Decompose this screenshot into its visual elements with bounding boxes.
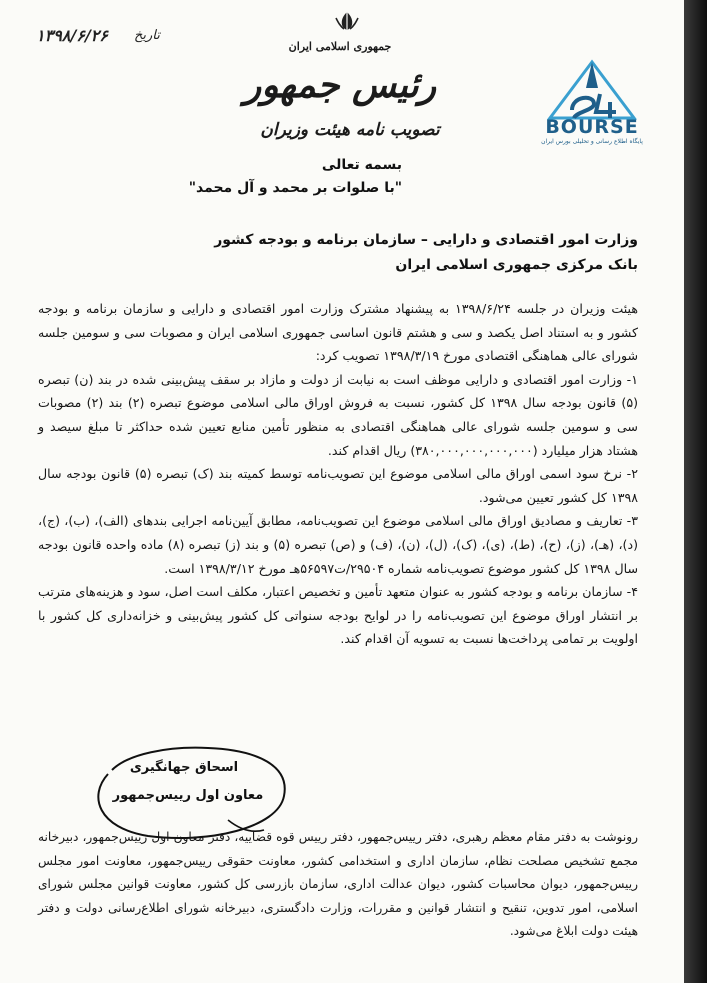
republic-heading: جمهوری اسلامی ایران xyxy=(288,40,392,53)
decree-body xyxy=(38,297,638,651)
recipient-line-2: بانک مرکزی جمهوری اسلامی ایران xyxy=(395,257,638,273)
date-label: تاریخ xyxy=(134,28,160,43)
decree-item-3: ۳- تعاریف و مصادیق اوراق مالی اسلامی موضوع این تصویب‌نامه، مطابق آیین‌نامه اجرایی بندهای (الف)، (ب)، (ج)، (د)، (هـ)، (ز)، (ح)، (ط)، (ی)، (ک)، (ل)، (ن)، (ف) و (ص) تبصره (۵) و بند (ز) تبصره (۸) ماده واحده قانون بودجه سال ۱۳۹۸ کل کشور موضوع تصویب‌نامه شماره ۲۹۵۰۴/ت۵۶۵۹۷هـ مورخ ۱۳۹۸/۳/۱۲ است. xyxy=(38,513,638,576)
decree-item-4: ۴- سازمان برنامه و بودجه کشور به عنوان متعهد تأمین و تخصیص اعتبار، مکلف است اصل، سود و هزینه‌های مترتب بر انتشار اوراق موضوع این تصویب‌نامه را در لوایح بودجه سنواتی کل کشور پیش‌بینی و خزانه‌داری کل کشور با اولویت بر تمامی پرداخت‌ها نسبت به تسویه آن اقدام کند. xyxy=(38,584,638,647)
signer-title: معاون اول رییس‌جمهور xyxy=(112,788,264,803)
logo-tagline: پایگاه اطلاع رسانی و تحلیلی بورس ایران xyxy=(541,138,643,145)
salawat: "با صلوات بر محمد و آل محمد" xyxy=(188,180,402,196)
decree-intro: هیئت وزیران در جلسه ۱۳۹۸/۶/۲۴ به پیشنهاد مشترک وزارت امور اقتصادی و دارایی و سازمان برنامه و بودجه کشور و به استناد اصل یکصد و سی و هشتم قانون اساسی جمهوری اسلامی ایران و مصوبات سی و سومین جلسه شورای عالی هماهنگی اقتصادی مورخ ۱۳۹۸/۳/۱۹ تصویب کرد: xyxy=(38,301,638,364)
president-heading: رئیس جمهور xyxy=(243,64,437,106)
date-value: ۱۳۹۸/۶/۲۶ xyxy=(36,26,108,45)
signer-name: اسحاق جهانگیری xyxy=(129,760,239,775)
approval-heading: تصویب نامه هیئت وزیران xyxy=(260,120,440,140)
decree-item-2: ۲- نرخ سود اسمی اوراق مالی اسلامی موضوع این تصویب‌نامه توسط کمیته بند (ک) تبصره (۵) قانون بودجه سال ۱۳۹۸ کل کشور تعیین می‌شود. xyxy=(38,466,638,505)
date-field xyxy=(36,22,166,50)
recipient-line-1: وزارت امور اقتصادی و دارایی – سازمان برنامه و بودجه کشور xyxy=(214,232,638,248)
basmala: بسمه تعالی xyxy=(321,157,402,173)
copies-distribution: رونوشت به دفتر مقام معظم رهبری، دفتر رییس‌جمهور، دفتر رییس قوه قضاییه، دفتر معاون اول رییس‌جمهور، دبیرخانه مجمع تشخیص مصلحت نظام، سازمان اداری و استخدامی کشور، معاونت حقوقی رییس‌جمهور، معاونت امور مجلس رییس‌جمهور، دیوان محاسبات کشور، دیوان عدالت اداری، سازمان بازرسی کل کشور، معاونت قوانین مجلس شورای اسلامی، امور تدوین، تنقیح و انتشار قوانین و مقررات، وزارت دادگستری، دبیرخانه شورای اطلاع‌رسانی دولت و دفتر هیئت دولت ابلاغ می‌شود. xyxy=(38,830,638,939)
emblem-icon xyxy=(332,10,362,32)
logo-word: BOURSE xyxy=(545,116,639,138)
page-edge-shadow xyxy=(684,0,707,983)
decree-item-1: ۱- وزارت امور اقتصادی و دارایی موظف است به نیابت از دولت و مازاد بر سقف پیش‌بینی شده در بند (ن) تبصره (۵) قانون بودجه سال ۱۳۹۸ کل کشور، نسبت به فروش اوراق مالی اسلامی موضوع تبصره (۲) بند (۲) مصوبات سی و سومین جلسه شورای عالی هماهنگی اقتصادی به منظور تأمین منابع تعیین شده حداکثر تا مبلغ سیصد و هشتاد هزار میلیارد (۳۸۰,۰۰۰,۰۰۰,۰۰۰,۰۰۰) ریال اقدام کند. xyxy=(38,371,638,458)
